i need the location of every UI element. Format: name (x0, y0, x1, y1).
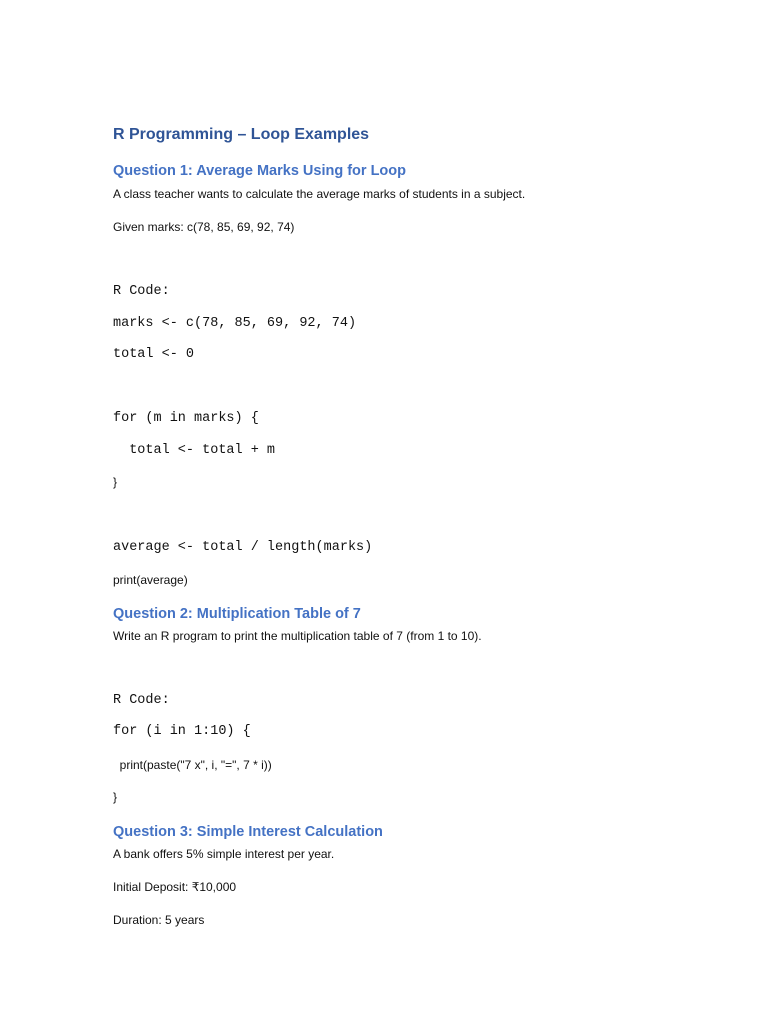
question-1-code-line: total <- 0 (113, 347, 195, 362)
question-1-code-line: average <- total / length(marks) (113, 540, 373, 555)
question-2-description: Write an R program to print the multiplication table of 7 (from 1 to 10). (113, 629, 482, 643)
question-1-code-line: marks <- c(78, 85, 69, 92, 74) (113, 316, 357, 331)
question-1-code-line: for (m in marks) { (113, 411, 259, 426)
question-2-code-line: for (i in 1:10) { (113, 724, 251, 739)
question-1-description: A class teacher wants to calculate the average marks of students in a subject. (113, 187, 526, 201)
question-3-heading: Question 3: Simple Interest Calculation (113, 824, 383, 840)
question-1-heading: Question 1: Average Marks Using for Loop (113, 163, 407, 179)
question-2-print-line: print(paste("7 x", i, "=", 7 * i)) (113, 758, 272, 772)
document-title: R Programming – Loop Examples (113, 126, 370, 143)
question-1-given-marks: Given marks: c(78, 85, 69, 92, 74) (113, 220, 295, 234)
question-1-print-line: print(average) (113, 573, 188, 587)
question-1-code-line: } (113, 475, 118, 489)
question-3-description: A bank offers 5% simple interest per year. (113, 847, 335, 861)
question-2-heading: Question 2: Multiplication Table of 7 (113, 606, 361, 622)
question-3-duration: Duration: 5 years (113, 913, 205, 927)
question-2-code-label: R Code: (113, 693, 170, 708)
question-1-code-label: R Code: (113, 284, 170, 299)
question-3-deposit: Initial Deposit: ₹10,000 (113, 880, 237, 894)
question-1-code-line: total <- total + m (113, 443, 276, 458)
question-2-closing-brace: } (113, 790, 118, 804)
